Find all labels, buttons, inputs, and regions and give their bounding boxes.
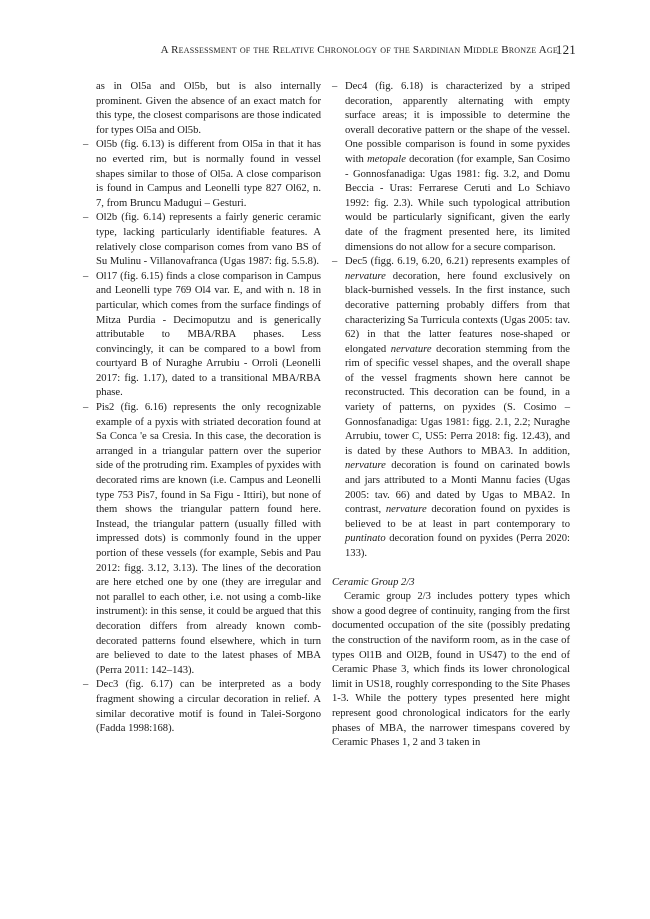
list-item-text: decoration found on pyxides (Perra 2020: 133). (345, 533, 570, 559)
running-head (0, 42, 650, 58)
italic-term: nervature (385, 504, 427, 516)
list-item-text: Ol17 (fig. 6.15) finds a close comparison in Campus and Leonelli type 769 Ol4 var. E, and with n. 18 in particular, which comes from the surface findings of Mitza Purdia - Decimoputzu and is generically attributable to MBA/RBA phases. Less convincingly, it can be compared to a bowl from courtyard B of Nuraghe Arrubiu - Orroli (Leonelli 2017: fig. 1.17), dated to a transitional MBA/RBA phase. (96, 270, 321, 399)
page-number: 121 (555, 42, 576, 57)
list-item-ol2b (83, 211, 321, 269)
list-item-text: decoration is found on carinated bowls and jars attributed to a Monti Mannu facies (Ugas 2005: tav. 66) and dated by Ugas to MBA2. In contrast, (345, 460, 570, 516)
dash-bullet: – (332, 81, 338, 92)
paragraph-ol5a-continuation: as in Ol5a and Ol5b, but is also internally prominent. Given the absence of an exact match for this type, the closest comparisons are those indicated for types Ol5a and Ol5b. (96, 81, 321, 136)
dash-bullet: – (83, 402, 89, 414)
list-item-dec3 (83, 678, 321, 736)
dash-bullet: – (83, 212, 89, 224)
list-item-pis2 (83, 401, 321, 678)
list-item-text: decoration (for example, San Cosimo - Gonnosfanadiga: Ugas 1981: fig. 3.2, and Domu Beccia - Uras: Ferrarese Ceruti and Lo Schiavo 1992: fig. 2.3). While such typological attribution would be particularly significant, given the early date of the fragment presented here, its limited dimensions do not allow for a secure comparison. (345, 153, 571, 253)
list-item-text: decoration stemming from the rim of specific vessel shapes, and the overall shape of the vessel fragments shown here cannot be reconstructed. This decoration can be found, in a variety of patterns, on pyxides (S. Cosimo – Gonnosfanadiga: Ugas 1981: figg. 2.1, 2.2; Nuraghe Arrubiu, tower C, US5: Perra 2018: fig. 12.43), and is dated by these Authors to MBA3. In addition, (345, 343, 570, 457)
list-item-text: Dec4 (fig. 6.18) is characterized by a striped decoration, apparently alternating with empty surface areas; it is impossible to determine the overall decorative pattern or the shape of the vessel. One possible comparison is found in some pyxides with (345, 81, 570, 165)
italic-term: puntinato (345, 533, 386, 545)
section-heading: Ceramic Group 2/3 (332, 576, 415, 588)
list-item-dec5 (332, 255, 570, 561)
italic-term: nervature (345, 460, 386, 472)
list-item-text: decoration found on pyxides is believed to be at least in part contemporary to (345, 504, 571, 530)
list-item-text: Pis2 (fig. 6.16) represents the only recognizable example of a pyxis with striated decoration found at Sa Conca 'e sa Cresia. In this case, the decoration is arranged in a triangular pattern over the superior side of the protruding rim. Examples of pyxides with decorated rims are known (i.e. Campus and Leonelli type 753 Pis7, found in Sa Figu - Ittiri), but none of them shows the triangular pattern found here. Instead, the triangular pattern (usually filled with impressed dots) is commonly found in the upper portion of these vessels (for example, Sebis and Pau 2012: figg. 3.12, 3.13). The lines of the decoration are here etched one by one (they are irregular and not parallel to each other, i.e. not using a comb-like instrument): in this sense, it could be argued that this decoration differs from already known comb-decorated patterns found elsewhere, which in turn are believed to date to the latest phases of MBA (Perra 2011: 142–143). (96, 402, 321, 676)
list-item-ol17 (83, 270, 321, 401)
list-item-text: Dec5 (figg. 6.19, 6.20, 6.21) represents examples of (345, 256, 570, 268)
italic-term: metopale (367, 153, 406, 165)
left-column (83, 80, 321, 737)
dash-bullet: – (332, 256, 338, 268)
right-column (332, 80, 570, 751)
list-item-text: decoration, here found exclusively on black-burnished vessels. In the first instance, such decorative patterning probably differs from that characterizing Sa Turricula contexts (Ugas 2005: tav. 62) in that the latter features nose-shaped or elongated (345, 270, 570, 355)
dash-bullet: – (83, 679, 89, 691)
dash-bullet: – (83, 139, 89, 151)
dash-bullet: – (83, 270, 89, 282)
italic-term: nervature (345, 270, 386, 282)
list-item-text: Ol5b (fig. 6.13) is different from Ol5a in that it has no everted rim, but is normally found in vessel shapes similar to those of Ol5a. A close comparison is found in Campus and Leonelli type 827 Ol62, n. 7, from Bruncu Madugui – Gesturi. (96, 139, 321, 209)
running-title: A Reassessment of the Relative Chronology of the Sardinian Middle Bronze Age (160, 44, 558, 56)
list-item-ol5b (83, 138, 321, 211)
list-item-text: Dec3 (fig. 6.17) can be interpreted as a body fragment showing a circular decoration in relief. A similar decorative motif is found in Talei-Sorgono (Fadda 1998:168). (96, 679, 321, 735)
italic-term: nervature (390, 343, 432, 355)
paragraph-ceramic-group: Ceramic group 2/3 includes pottery types which show a good degree of continuity, ranging from the first documented occupation of the site (possibly predating the construction of the naviform room, as in the case of types Ol1B and Ol2B, found in US47) to the end of Ceramic Phase 3, which finds its lower chronological limit in US18, roughly corresponding to the Site Phases 1-3. While the pottery types presented here might represent good chronological indicators for the early phases of MBA, the narrower timespans covered by Ceramic Phases 1, 2 and 3 taken in (332, 591, 570, 749)
list-item-dec4 (332, 80, 570, 255)
list-item-text: Ol2b (fig. 6.14) represents a fairly generic ceramic type, lacking particularly identifiable features. A relatively close comparison comes from vano BS of Su Mulinu - Villanovafranca (Ugas 1987: fig. 5.5.8). (96, 212, 321, 268)
